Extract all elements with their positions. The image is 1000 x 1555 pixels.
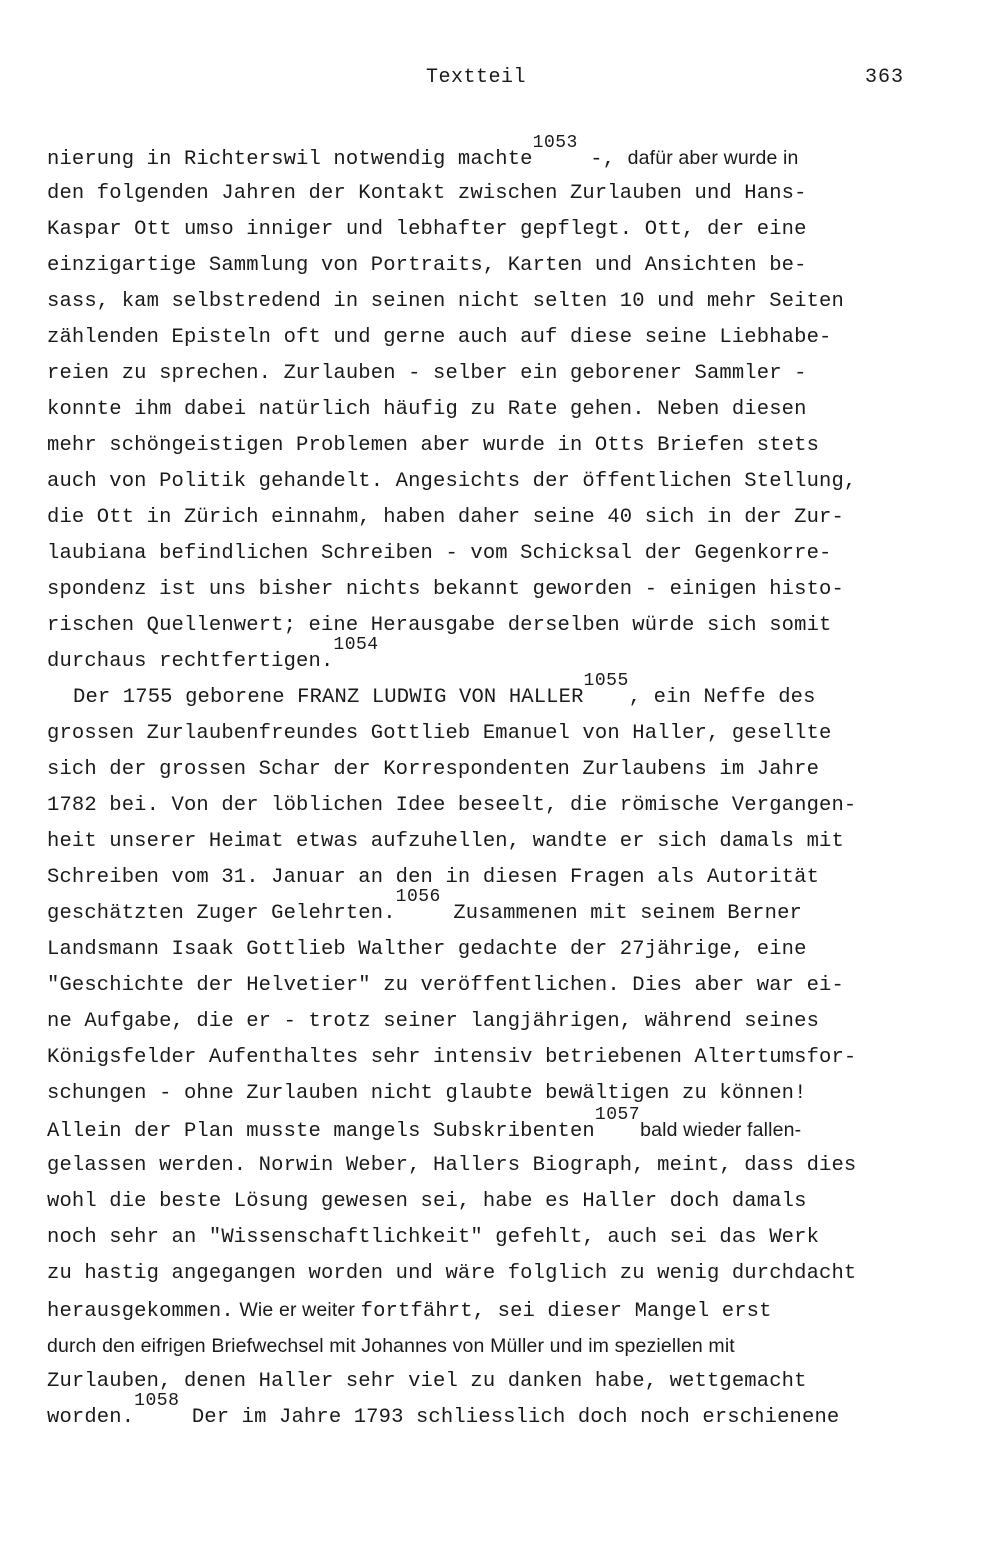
text-line: reien zu sprechen. Zurlauben - selber ein geborener Sammler - xyxy=(47,362,807,385)
text-line: ne Aufgabe, die er - trotz seiner langjährigen, während seines xyxy=(47,1010,820,1033)
text-line: schungen - ohne Zurlauben nicht glaubte bewältigen zu können! xyxy=(47,1082,807,1105)
text-fragment: nierung in Richterswil notwendig machte xyxy=(47,148,533,171)
text-fragment: Allein der Plan musste mangels Subskribenten xyxy=(47,1120,595,1143)
text-fragment: durchaus rechtfertigen. xyxy=(47,650,334,673)
text-fragment: worden. xyxy=(47,1406,135,1429)
footnote-marker[interactable]: 1058 xyxy=(134,1391,180,1411)
text-fragment: Zusammenen mit seinem Berner xyxy=(440,902,802,925)
footnote-marker[interactable]: 1056 xyxy=(395,887,441,907)
text-fragment: Wie er weiter xyxy=(233,1299,361,1321)
text-line: Schreiben vom 31. Januar an den in diesen Fragen als Autorität xyxy=(47,866,820,889)
text-fragment: herausgekommen. xyxy=(47,1300,234,1323)
text-fragment: dafür aber wurde in xyxy=(627,147,799,169)
text-line: mehr schöngeistigen Problemen aber wurde in Otts Briefen stets xyxy=(47,434,820,457)
text-line xyxy=(47,1292,947,1328)
footnote-marker[interactable]: 1053 xyxy=(532,133,578,153)
footnote-marker[interactable]: 1055 xyxy=(583,671,629,691)
body-text xyxy=(47,133,947,1436)
footnote-marker[interactable]: 1057 xyxy=(594,1105,641,1125)
text-line: zählenden Episteln oft und gerne auch auf diese seine Liebhabe- xyxy=(47,326,832,349)
page-number: 363 xyxy=(865,66,905,89)
text-line: sass, kam selbstredend in seinen nicht selten 10 und mehr Seiten xyxy=(47,290,844,313)
text-line: den folgenden Jahren der Kontakt zwischen Zurlauben und Hans- xyxy=(47,182,807,205)
text-line xyxy=(47,671,947,716)
text-line: spondenz ist uns bisher nichts bekannt geworden - einigen histo- xyxy=(47,578,844,601)
text-line xyxy=(47,1105,947,1148)
text-line: "Geschichte der Helvetier" zu veröffentlichen. Dies aber war ei- xyxy=(47,974,844,997)
text-line: durch den eifrigen Briefwechsel mit Johannes von Müller und im speziellen mit xyxy=(47,1335,735,1357)
text-line: Zurlauben, denen Haller sehr viel zu danken habe, wettgemacht xyxy=(47,1370,807,1393)
text-line xyxy=(47,887,947,932)
text-line: Königsfelder Aufenthaltes sehr intensiv betriebenen Altertumsfor- xyxy=(47,1046,857,1069)
text-fragment: geschätzten Zuger Gelehrten. xyxy=(47,902,396,925)
text-line: rischen Quellenwert; eine Herausgabe derselben würde sich somit xyxy=(47,614,832,637)
text-line: sich der grossen Schar der Korrespondenten Zurlaubens im Jahre xyxy=(47,758,820,781)
text-line xyxy=(47,133,947,176)
text-line: gelassen werden. Norwin Weber, Hallers Biograph, meint, dass dies xyxy=(47,1154,857,1177)
text-line: Landsmann Isaak Gottlieb Walther gedachte der 27jährige, eine xyxy=(47,938,807,961)
text-line: 1782 bei. Von der löblichen Idee beseelt, die römische Vergangen- xyxy=(47,794,857,817)
text-line: noch sehr an "Wissenschaftlichkeit" gefehlt, auch sei das Werk xyxy=(47,1226,820,1249)
text-line: grossen Zurlaubenfreundes Gottlieb Emanuel von Haller, gesellte xyxy=(47,722,832,745)
text-line: Kaspar Ott umso inniger und lebhafter gepflegt. Ott, der eine xyxy=(47,218,807,241)
text-fragment: Der 1755 geborene FRANZ LUDWIG VON HALLER xyxy=(73,686,584,709)
text-line: zu hastig angegangen worden und wäre folglich zu wenig durchdacht xyxy=(47,1262,857,1285)
footnote-marker[interactable]: 1054 xyxy=(333,635,379,655)
text-fragment: -, xyxy=(577,148,628,171)
text-line xyxy=(47,635,947,680)
text-line xyxy=(47,1391,947,1436)
running-header-title: Textteil xyxy=(426,66,527,89)
text-fragment: bald wieder fallen- xyxy=(640,1119,802,1141)
text-line: heit unserer Heimat etwas aufzuhellen, wandte er sich damals mit xyxy=(47,830,844,853)
text-line: auch von Politik gehandelt. Angesichts der öffentlichen Stellung, xyxy=(47,470,857,493)
text-line: wohl die beste Lösung gewesen sei, habe es Haller doch damals xyxy=(47,1190,807,1213)
text-fragment: , ein Neffe des xyxy=(628,686,816,709)
text-line: einzigartige Sammlung von Portraits, Karten und Ansichten be- xyxy=(47,254,807,277)
text-line: konnte ihm dabei natürlich häufig zu Rate gehen. Neben diesen xyxy=(47,398,807,421)
text-line: laubiana befindlichen Schreiben - vom Schicksal der Gegenkorre- xyxy=(47,542,832,565)
text-fragment: fortfährt, sei dieser Mangel erst xyxy=(360,1300,772,1323)
text-fragment: Der im Jahre 1793 schliesslich doch noch erschienene xyxy=(179,1406,840,1429)
text-line: die Ott in Zürich einnahm, haben daher seine 40 sich in der Zur- xyxy=(47,506,844,529)
